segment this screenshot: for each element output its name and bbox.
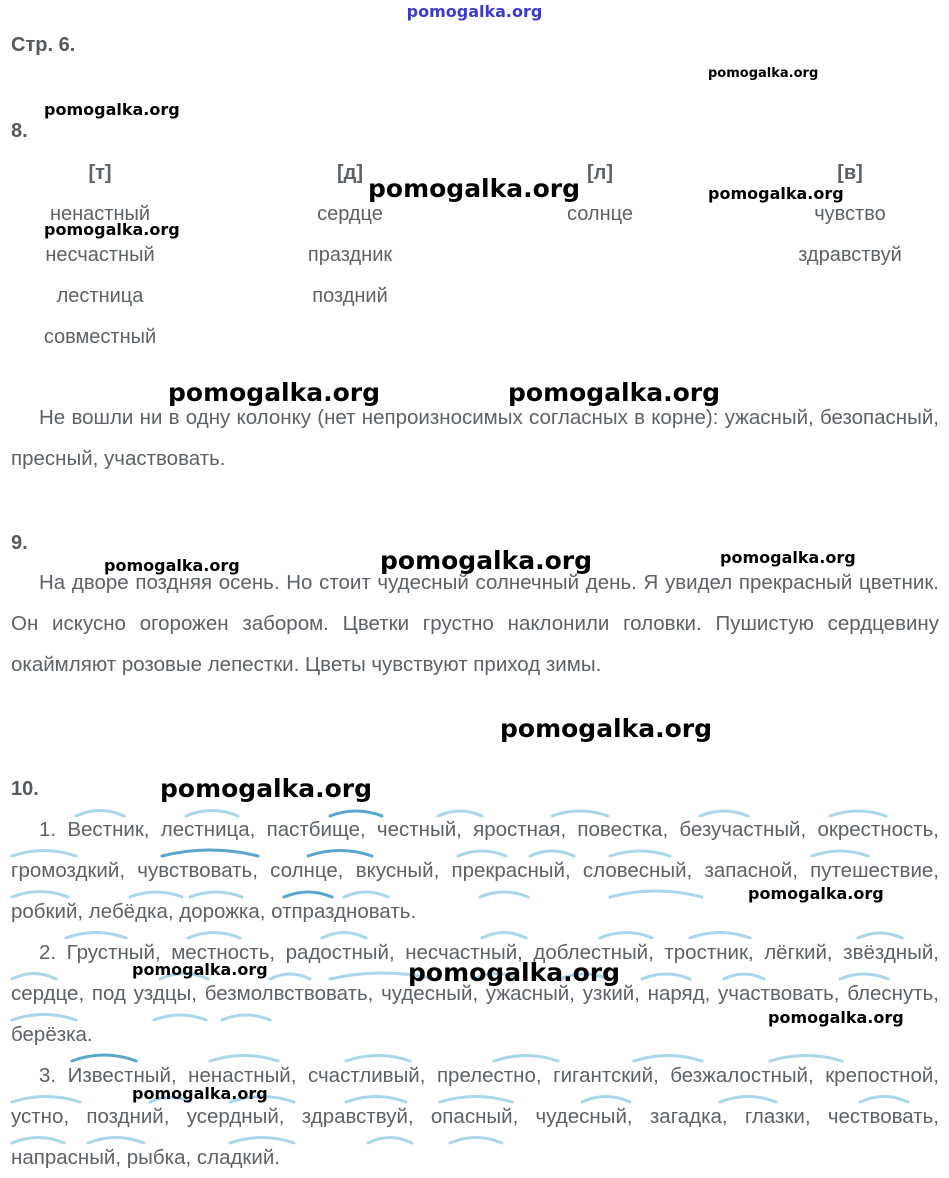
watermark: pomogalka.org — [44, 220, 180, 239]
exercise-10-group-2-text: 2. Грустный, местность, радостный, несчастный, доблестный, тростник, лёгкий, звёздный, сердце, под уздцы, безмолвствовать, чудесный, ужасный, узкий, наряд, участвовать, блеснуть, берёзка. — [11, 941, 939, 1046]
watermark: pomogalka.org — [168, 378, 381, 407]
exercise-10-group-1 — [11, 809, 939, 932]
column-d-item: сердце — [317, 203, 383, 225]
column-v — [770, 158, 930, 281]
exercise-10-group-3 — [11, 1055, 939, 1178]
exercise-8-number: 8. — [11, 120, 28, 142]
watermark: pomogalka.org — [500, 714, 713, 743]
watermark: pomogalka.org — [720, 548, 856, 567]
column-t — [20, 158, 180, 363]
site-link-top[interactable]: pomogalka.org — [406, 2, 543, 21]
exercise-9-text-content: На дворе поздняя осень. Но стоит чудесный солнечный день. Я увидел прекрасный цветник. Он искусно огорожен забором. Цветки грустно наклонили головки. Пушистую сердцевину окаймляют розовые лепестки. Цветы чувствуют приход зимы. — [11, 571, 939, 676]
watermark: pomogalka.org — [380, 546, 593, 575]
watermark: pomogalka.org — [104, 556, 240, 575]
column-t-item: ненастный — [49, 203, 151, 225]
exercise-8-note-text: Не вошли ни в одну колонку (нет непроизносимых согласных в корне): ужасный, безопасный, пресный, участвовать. — [11, 406, 939, 470]
column-d-item: поздний — [312, 285, 388, 307]
watermark: pomogalka.org — [368, 174, 581, 203]
watermark: pomogalka.org — [44, 100, 180, 119]
exercise-8-note — [11, 397, 939, 479]
exercise-9-number: 9. — [11, 532, 28, 554]
column-v-item: здравствуй — [798, 244, 902, 266]
column-l-header: [л] — [586, 162, 614, 184]
watermark: pomogalka.org — [508, 378, 721, 407]
exercise-9-text — [11, 562, 939, 685]
column-v-item: чувство — [814, 203, 886, 225]
column-d-header: [д] — [336, 162, 363, 184]
exercise-10-group-2 — [11, 932, 939, 1055]
watermark: pomogalka.org — [708, 66, 819, 81]
watermark: pomogalka.org — [708, 184, 844, 203]
exercise-10-group-3-text: 3. Известный, ненастный, счастливый, прелестно, гигантский, безжалостный, крепостной, устно, поздний, усердный, здравствуй, опасный, чудесный, загадка, глазки, чествовать, напрасный, рыбка, сладкий. — [11, 1064, 939, 1169]
watermark: pomogalka.org — [768, 1008, 904, 1027]
column-d-item: праздник — [307, 244, 393, 266]
watermark: pomogalka.org — [160, 774, 373, 803]
watermark: pomogalka.org — [748, 884, 884, 903]
page-label: Стр. 6. — [11, 34, 76, 56]
exercise-10-group-1-text: 1. Вестник, лестница, пастбище, честный, яростная, повестка, безучастный, окрестность, громоздкий, чувствовать, солнце, вкусный, прекрасный, словесный, запасной, путешествие, робкий, лебёдка, дорожка, отпраздновать. — [11, 818, 939, 923]
watermark: pomogalka.org — [408, 958, 621, 987]
column-v-header: [в] — [837, 162, 863, 184]
column-l-item: солнце — [567, 203, 633, 225]
watermark: pomogalka.org — [132, 1084, 268, 1103]
column-t-header: [т] — [88, 162, 112, 184]
column-t-item: лестница — [56, 285, 144, 307]
watermark: pomogalka.org — [132, 960, 268, 979]
exercise-10-number: 10. — [11, 778, 39, 800]
column-t-item: совместный — [43, 326, 157, 348]
column-t-item: несчастный — [45, 244, 155, 266]
